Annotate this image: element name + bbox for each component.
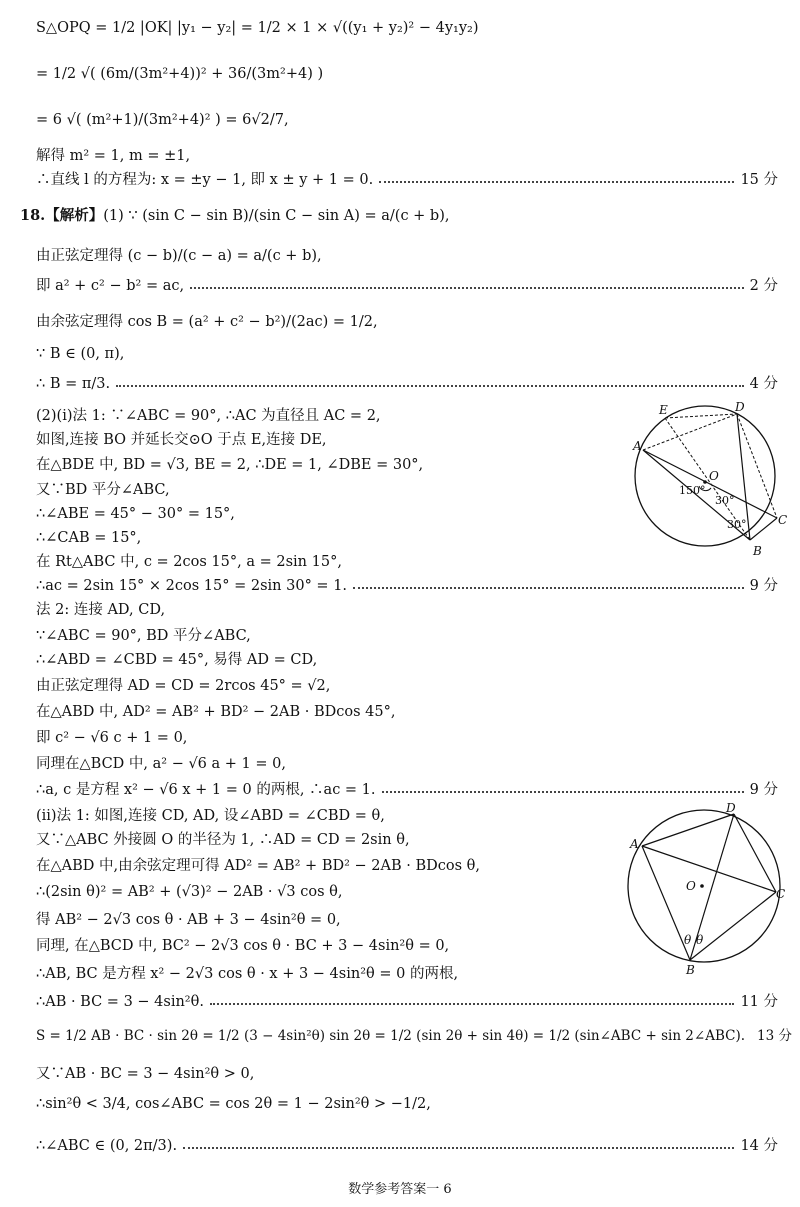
label-angle-150: 150°: [679, 484, 706, 497]
line-text: ∴ac = 2sin 15° × 2cos 15° = 2sin 30° = 1.: [36, 578, 348, 594]
line-text: S△OPQ = 1/2 |OK| |y₁ − y₂| = 1/2 × 1 × √((y₁ + y₂)² − 4y₁y₂): [36, 20, 479, 36]
line-text: (2)(ⅰ)法 1: ∵∠ABC = 90°, ∴AC 为直径且 AC = 2,: [36, 408, 381, 424]
label-D: D: [735, 400, 745, 414]
line-text: ∴AB, BC 是方程 x² − 2√3 cos θ · x + 3 − 4sin²θ = 0 的两根,: [36, 966, 459, 982]
label-B: B: [753, 544, 762, 558]
line-q18-part1: [20, 206, 778, 226]
line-text: S = 1/2 AB · BC · sin 2θ = 1/2 (3 − 4sin²θ) sin 2θ = 1/2 (sin 2θ + sin 4θ) = 1/2 (sin∠ABC + sin 2∠ABC).: [36, 1028, 746, 1044]
line-text: = 1/2 √( (6m/(3m²+4))² + 36/(3m²+4) ): [36, 66, 324, 82]
line-method2-c: [36, 728, 778, 748]
line-method2-sine: [36, 676, 778, 696]
label-C: C: [776, 887, 786, 901]
line-text: 由余弦定理得 cos B = (a² + c² − b²)/(2ac) = 1/2,: [36, 314, 378, 330]
line-area-step2: [36, 110, 778, 130]
line-area-formula: [36, 18, 778, 38]
line-ac-result1: [36, 576, 778, 596]
line-b-value: [36, 374, 778, 394]
line-text: 又∵AB · BC = 3 − 4sin²θ > 0,: [36, 1066, 255, 1082]
line-text: ∴∠ABE = 45° − 30° = 15°,: [36, 506, 235, 522]
line-text: ∴∠ABD = ∠CBD = 45°, 易得 AD = CD,: [36, 652, 318, 668]
line-area-s: [36, 1026, 792, 1046]
label-angle-30-bottom: 30°: [727, 518, 747, 531]
line-text: (ⅱ)法 1: 如图,连接 CD, AD, 设∠ABD = ∠CBD = θ,: [36, 808, 385, 824]
figure-2-svg: [622, 802, 787, 977]
label-theta-1: θ: [684, 933, 692, 947]
line-text: 由正弦定理得 (c − b)/(c − a) = a/(c + b),: [36, 248, 322, 264]
line-angle-abe: [36, 504, 620, 524]
score-label: 11 分: [740, 994, 778, 1010]
label-A: A: [630, 837, 639, 851]
line-text: 即 c² − √6 c + 1 = 0,: [36, 730, 188, 746]
score-label: 15 分: [740, 172, 778, 188]
dot-leader: [379, 181, 734, 183]
line-substitute: [36, 882, 620, 902]
line-method2-given: [36, 626, 778, 646]
dot-leader: [210, 1003, 734, 1005]
line-text: ∵ B ∈ (0, π),: [36, 346, 125, 362]
line-line-equation: [36, 170, 778, 190]
line-part-ii: [36, 806, 620, 826]
line-b-range: [36, 344, 778, 364]
label-B: B: [686, 963, 695, 977]
line-text: 同理, 在△BCD 中, BC² − 2√3 cos θ · BC + 3 − 4sin²θ = 0,: [36, 938, 450, 954]
dot-leader: [353, 587, 744, 589]
label-A: A: [633, 439, 642, 453]
line-text: 解得 m² = 1, m = ±1,: [36, 148, 191, 164]
line-text: 在 Rt△ABC 中, c = 2cos 15°, a = 2sin 15°,: [36, 554, 342, 570]
line-quadratic-ab: [36, 910, 620, 930]
line-quadratic-bc: [36, 936, 620, 956]
label-E: E: [659, 403, 668, 417]
line-text: ∴AB · BC = 3 − 4sin²θ.: [36, 994, 204, 1010]
score-label: 2 分: [749, 278, 778, 294]
circle-figure-1: [625, 400, 788, 564]
line-text: 在△ABD 中,由余弦定理可得 AD² = AB² + BD² − 2AB · BDcos θ,: [36, 858, 480, 874]
score-label: 9 分: [749, 782, 778, 798]
line-method2-abd: [36, 702, 778, 722]
score-label: 4 分: [749, 376, 778, 392]
line-method2: [36, 600, 778, 620]
line-relation: [36, 276, 778, 296]
score-label: 13 分: [757, 1028, 792, 1044]
line-text: 如图,连接 BO 并延长交⊙O 于点 E,连接 DE,: [36, 432, 327, 448]
line-text: ∴(2sin θ)² = AB² + (√3)² − 2AB · √3 cos θ,: [36, 884, 343, 900]
line-text: 由正弦定理得 AD = CD = 2rcos 45° = √2,: [36, 678, 331, 694]
label-D: D: [726, 801, 736, 815]
dot-leader: [183, 1147, 734, 1149]
label-O: O: [686, 879, 696, 893]
label-O: O: [709, 469, 719, 483]
line-connect-bo: [36, 430, 620, 450]
circle-figure-2: [622, 802, 787, 981]
line-cosine-abd: [36, 856, 620, 876]
line-text: 法 2: 连接 AD, CD,: [36, 602, 166, 618]
line-text: 同理在△BCD 中, a² − √6 a + 1 = 0,: [36, 756, 286, 772]
label-angle-30-top: 30°: [715, 494, 735, 507]
line-text: ∴a, c 是方程 x² − √6 x + 1 = 0 的两根, ∴ac = 1.: [36, 782, 376, 798]
line-triangle-bde: [36, 455, 620, 475]
line-text: 在△ABD 中, AD² = AB² + BD² − 2AB · BDcos 45°,: [36, 704, 396, 720]
line-roots: [36, 964, 620, 984]
label-theta-2: θ: [696, 933, 704, 947]
page-footer: 数学参考答案一 6: [348, 1182, 452, 1197]
line-text: 即 a² + c² − b² = ac,: [36, 278, 185, 294]
score-label: 14 分: [740, 1138, 778, 1154]
line-bisector: [36, 480, 620, 500]
line-text: ∴∠ABC ∈ (0, 2π/3).: [36, 1138, 178, 1154]
line-product: [36, 992, 778, 1012]
line-angle-cab: [36, 528, 620, 548]
line-ac-result2: [36, 780, 778, 800]
figure-1-svg: [625, 400, 788, 560]
line-solve-m: [36, 146, 778, 166]
line-text: 得 AB² − 2√3 cos θ · AB + 3 − 4sin²θ = 0,: [36, 912, 341, 928]
line-text: = 6 √( (m²+1)/(3m²+4)² ) = 6√2/7,: [36, 112, 289, 128]
line-positive: [36, 1064, 778, 1084]
line-text: 又∵BD 平分∠ABC,: [36, 482, 170, 498]
line-cosine-law: [36, 312, 778, 332]
dot-leader: [116, 385, 744, 387]
line-radius: [36, 830, 620, 850]
line-area-step1: [36, 64, 778, 84]
line-text: ∴ B = π/3.: [36, 376, 111, 392]
line-method2-angles: [36, 650, 778, 670]
line-abc-range: [36, 1136, 778, 1156]
label-C: C: [778, 513, 788, 527]
line-text: 在△BDE 中, BD = √3, BE = 2, ∴DE = 1, ∠DBE = 30°,: [36, 457, 424, 473]
line-method2-a: [36, 754, 778, 774]
line-text: ∵∠ABC = 90°, BD 平分∠ABC,: [36, 628, 251, 644]
question-18-label: 18.【解析】: [20, 207, 104, 224]
line-sine-law: [36, 246, 778, 266]
line-text: ∴∠CAB = 15°,: [36, 530, 142, 546]
score-label: 9 分: [749, 578, 778, 594]
dot-leader: [382, 791, 744, 793]
line-part2-method1: [36, 406, 620, 426]
line-cos-range: [36, 1094, 778, 1114]
dot-leader: [190, 287, 744, 289]
line-text: (1) ∵ (sin C − sin B)/(sin C − sin A) = a/(c + b),: [103, 208, 450, 224]
line-text: 又∵△ABC 外接圆 O 的半径为 1, ∴AD = CD = 2sin θ,: [36, 832, 410, 848]
line-right-triangle: [36, 552, 620, 572]
line-text: ∴直线 l 的方程为: x = ±y − 1, 即 x ± y + 1 = 0.: [36, 172, 374, 188]
line-text: ∴sin²θ < 3/4, cos∠ABC = cos 2θ = 1 − 2sin²θ > −1/2,: [36, 1096, 431, 1112]
